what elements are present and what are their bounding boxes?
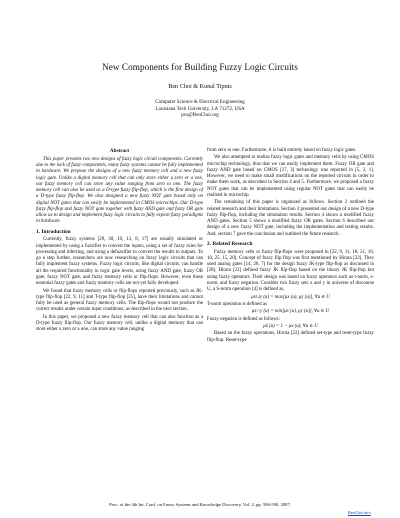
affiliation-dept: Computer Science & Electrical Engineering — [155, 99, 245, 105]
intro-paragraph-2: We found that fuzzy memory cells or flip-flops reported previously, such as JK-type flip-flop [22, 9, 11] and T-type flip-flop [25], have their limitations and cannot fully be used as general fuzzy memory cells. The flip-flops would not produce the correct results under certain input conditions, as described in the next section. — [36, 288, 203, 313]
abstract-heading: Abstract — [109, 148, 130, 154]
intro-paragraph-1: Currently, fuzzy systems [29, 30, 19, 13, 8, 17] are usually simulated or implemented by using a fuzzifier to convert the inputs, using a set of fuzzy rules for processing and inferring, and using a defuzzifier to convert the results to outputs. To go a step further, researchers are now researching on fuzzy logic circuits that can fully implement fuzzy systems. Fuzzy logic circuits, like digital circuits, can handle all the required functionality in logic gate levels, using fuzzy AND gate, fuzzy OR gate, fuzzy NOT gate, and fuzzy memory cells or flip-flops. However, even these essential fuzzy gates and fuzzy memory cells are not yet fully developed. — [36, 237, 203, 287]
affiliation-email: pro@BenChoi.org — [181, 112, 219, 119]
left-column — [36, 148, 203, 335]
tnorm-equation: μx∩y (u) = min[μx (u), μy (u)], ∀u ∈ U — [251, 309, 330, 315]
related-paragraph-1: Fuzzy memory cells or fuzzy flip-flops were proposed in [22, 9, 11, 18, 21, 16, 10, 25, 15, 20]. Concept of fuzzy flip flop was first mentioned by Hirota [22]. They used analog gates [14, 26, 7] for the design fuzzy JK-type flip-flop as discussed in [28]. Hirota [22] defined fuzzy JK flip-flop based on the binary JK flip-flop but using fuzzy operators. Their design was based on fuzzy operators such as t-norm, s-norm, and fuzzy negation. Consider two fuzzy sets x and y in universe of discourse U, a S-norm operation [4] is defined as, — [207, 249, 374, 293]
right-paragraph-1: from zero to one. Furthermore, it is built entirely based on fuzzy logic gates. — [207, 148, 357, 153]
related-paragraph-2: Based on the fuzzy operations, Hirota [22] defined set-type and reset-type fuzzy flip-flop. Reset-type — [207, 331, 374, 343]
abstract-text: This paper presents two new designs of fuzzy logic circuit components. Currently due to the lack of fuzzy components, many fuzzy systems cannot be fully implemented in hardware. We propose the designs of a new fuzzy memory cell and a new fuzzy logic gate. Unlike a digital memory cell that can only store either a zero or a one, our fuzzy memory cell can store any value ranging from zero to one. The fuzzy memory cell can also be used as a D-type fuzzy flip-flop, which is the first design of a D-type fuzzy flip-flop. We also designed a new fuzzy NOT gate based only on digital NOT gates that can easily be implemented in CMOS microchips. Our D-type fuzzy flip-flop and fuzzy NOT gate together with fuzzy AND gate and fuzzy OR gate allow us to design and implement fuzzy logic circuits to fully exploit fuzzy paradigms in hardware. — [36, 156, 203, 225]
right-paragraph-2: We also attempted to realize fuzzy logic gates and memory cells by using CMOS microchip technology, thus that we can easily implement them. Fuzzy OR gate and fuzzy AND gate based on CMOS [27, 3] technology was reported in [5, 2, 1]. However, we need to make small modifications on the reported circuits in order to make them work, as described in Section 4 and 5. Furthermore, we proposed a fuzzy NOT gates that can be implemented using regular NOT gates that can easily be realized in microchip. — [207, 155, 374, 198]
negation-label: Fuzzy negation is defined as follows: — [207, 316, 280, 322]
intro-paragraph-3: In this paper, we proposed a new fuzzy memory cell that can also function as a D-type fuzzy flip-flop. Our fuzzy memory cell, unlike a digital memory that can store either a zero or a one, can store any value ranging — [36, 314, 203, 333]
intro-heading: 1. Introduction — [36, 228, 71, 235]
paper-title: New Components for Building Fuzzy Logic Circuits — [102, 62, 298, 72]
affiliation-university: Louisiana Tech University, LA 71272, USA — [155, 105, 245, 112]
right-paragraph-3: The remaining of this paper is organized as follows. Section 2 outlined the related research and their limitations. Section 3 presented our design of a new D-type fuzzy flip-flop, including the simulation results. Section 4 shows a modified fuzzy AND gates. Section 5 shows a modified fuzzy OR gates. Section 6 described our design of a new fuzzy NOT gate, including the implementation and testing results. And, section 7 gave the conclusion and outlined the future research. — [207, 200, 374, 237]
snorm-equation: μx∪y (u) = max[μx (u), μy (u)], ∀u ∈ U — [251, 294, 330, 300]
related-heading: 2. Related Research — [207, 241, 253, 248]
tnorm-label: T-norm operation is defined as — [207, 301, 267, 307]
site-link[interactable]: BenChoi.info — [348, 510, 371, 515]
negation-equation: μx̄ (u) = 1 − μx (u), ∀u ∈ U — [263, 324, 318, 330]
citation-footer: Proc. of the 4th Int. Conf. on Fuzzy Systems and Knowledge Discovery, Vol. 2, pp. 586-590, 2007. — [109, 502, 291, 507]
paper-authors: Ben Choi & Kunal Tipnis — [168, 83, 232, 90]
affiliation-block — [0, 99, 400, 119]
right-column — [207, 148, 374, 345]
